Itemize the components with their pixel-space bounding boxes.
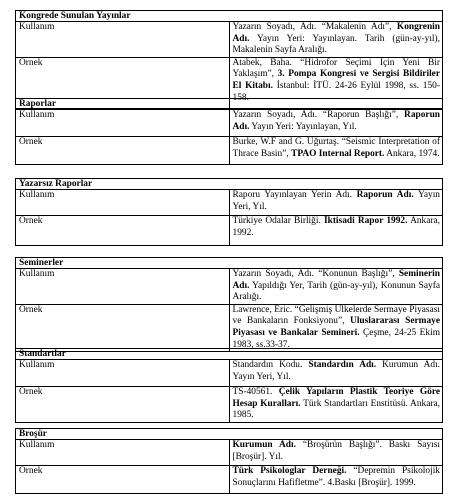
section-title: Raporlar [16, 99, 443, 110]
row-value-usage: Raporu Yayınlayan Yerin Adı. Raporun Adı. Yayın Yeri, Yıl. [229, 190, 443, 216]
row-value-usage: Yazarın Soyadı, Adı. “Makalenin Adı”, Kongrenin Adı. Yayın Yeri: Yayınlayan. Tarih (gün-ay-yıl), Makalenin Sayfa Aralığı. [229, 22, 443, 58]
row-value-example: Türk Psikologlar Derneği. “Depremin Psikolojik Sonuçlarını Hafifletme”. 4.Baskı [Broşür]. 1999. [229, 466, 443, 494]
section-title: Kongrede Sunulan Yayınlar [16, 11, 443, 22]
row-value-usage: Kurumun Adı. “Broşürün Başlığı”. Baskı Sayısı [Broşür]. Yıl. [229, 440, 443, 466]
row-label-usage: Kullanım [16, 360, 230, 387]
section-title: Broşür [16, 429, 443, 440]
row-label-example: Örnek [16, 387, 230, 423]
row-label-example: Örnek [16, 304, 230, 351]
row-label-usage: Kullanım [16, 110, 230, 137]
row-value-example: Atabek, Baha. “Hidrofor Seçimi İçin Yeni Bir Yaklaşım”, 3. Pompa Kongresi ve Sergisi Bildiriler El Kitabı. İstanbul: İTÜ. 24-26 Eylül 1998, ss. 150-158. [229, 57, 443, 108]
section-title: Seminerler [16, 258, 443, 269]
section-reports [15, 98, 443, 165]
row-label-usage: Kullanım [16, 440, 230, 466]
row-label-example: Örnek [16, 466, 230, 494]
row-value-example: Burke, W.F and G. Uğurtaş. “Seismic Interpretation of Thrace Basin”, TPAO Internal Report. Ankara, 1974. [229, 137, 443, 165]
row-value-example: Lawrence, Eric. “Gelişmiş Ülkelerde Sermaye Piyasası ve Bankaların Fonksiyonu”, Uluslararası Sermaye Piyasası ve Bankalar Semineri. Çeşme, 24-25 Ekim 1983, ss.33-37. [229, 304, 443, 351]
section-brochure [15, 428, 443, 494]
row-label-example: Örnek [16, 57, 230, 108]
row-label-example: Örnek [16, 137, 230, 165]
row-label-example: Örnek [16, 216, 230, 246]
row-label-usage: Kullanım [16, 190, 230, 216]
section-standards [15, 348, 443, 423]
row-value-usage: Yazarın Soyadı, Adı. “Raporun Başlığı”, Raporun Adı. Yayın Yeri: Yayınlayan, Yıl. [229, 110, 443, 137]
row-value-usage: Standardın Kodu. Standardın Adı. Kurumun Adı. Yayın Yeri, Yıl. [229, 360, 443, 387]
row-value-example: Türkiye Odalar Birliği. İktisadi Rapor 1992. Ankara, 1992. [229, 216, 443, 246]
row-label-usage: Kullanım [16, 269, 230, 305]
section-reports-without-author [15, 178, 443, 246]
section-title: Yazarsız Raporlar [16, 179, 443, 190]
section-conference-papers [15, 10, 443, 109]
section-title: Standartlar [16, 349, 443, 360]
row-label-usage: Kullanım [16, 22, 230, 58]
section-seminars [15, 257, 443, 352]
row-value-example: TS-40561. Çelik Yapıların Plastik Teoriye Göre Hesap Kuralları. Türk Standartları Enstitüsü. Ankara, 1985. [229, 387, 443, 423]
row-value-usage: Yazarın Soyadı, Adı. “Konunun Başlığı”, Seminerin Adı. Yapıldığı Yer, Tarih (gün-ay-yıl), Konunun Sayfa Aralığı. [229, 269, 443, 305]
